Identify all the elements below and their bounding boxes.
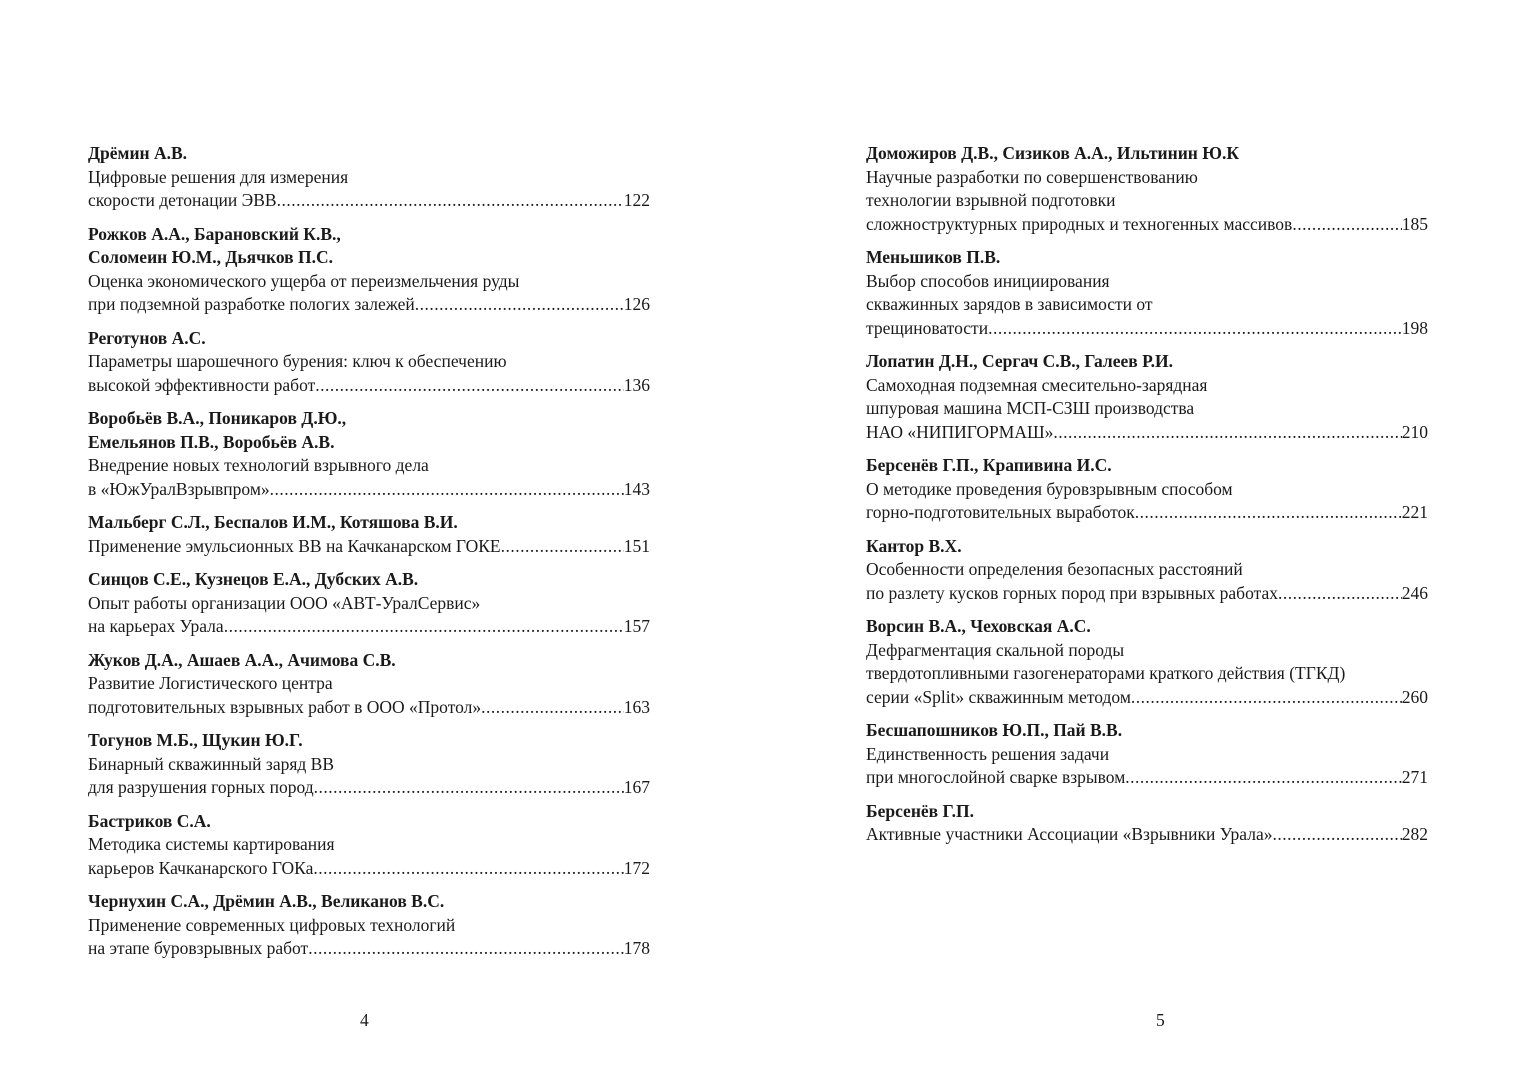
entry-authors: Синцов С.Е., Кузнецов Е.А., Дубских А.В.	[88, 569, 419, 589]
toc-entry	[866, 454, 1428, 525]
toc-entry	[866, 246, 1428, 340]
toc-entry	[866, 142, 1428, 236]
toc-right-column	[866, 142, 1428, 857]
entry-page-number: 246	[1401, 582, 1428, 603]
entry-title-last-line	[88, 478, 650, 502]
toc-entry	[88, 511, 650, 558]
dot-leader	[277, 189, 624, 213]
entry-title-last-line	[88, 696, 650, 720]
entry-title-last-line	[88, 535, 650, 559]
entry-title-line: Активные участники Ассоциации «Взрывники Урала»	[866, 824, 1273, 844]
dot-leader	[314, 776, 624, 800]
entry-title-line: Оценка экономического ущерба от переизмельчения руды	[88, 270, 520, 291]
dot-leader	[224, 615, 624, 639]
entry-page-number: 221	[1401, 502, 1428, 522]
entry-page-number: 122	[623, 190, 650, 210]
entry-title-line: карьеров Качканарского ГОКа	[88, 857, 314, 878]
entry-page-number: 282	[1401, 824, 1428, 844]
entry-title-line: по разлету кусков горных пород при взрывных работах	[866, 582, 1278, 603]
entry-authors: Берсенёв Г.П., Крапивина И.С.	[866, 455, 1112, 475]
entry-page-number: 172	[623, 857, 650, 878]
dot-leader	[1125, 766, 1401, 790]
entry-title-last-line	[866, 317, 1428, 341]
entry-title-line: Цифровые решения для измерения	[88, 166, 349, 187]
entry-title-line: Выбор способов инициирования	[866, 270, 1110, 291]
entry-page-number: 178	[623, 938, 650, 958]
dot-leader	[988, 317, 1402, 341]
entry-title-line: технологии взрывной подготовки	[866, 190, 1116, 210]
entry-title-line: НАО «НИПИГОРМАШ»	[866, 421, 1054, 442]
entry-title-line: при подземной разработке пологих залежей	[88, 294, 415, 314]
entry-title-line: скорости детонации ЭВВ	[88, 190, 277, 210]
entry-page-number: 143	[623, 478, 650, 499]
entry-page-number: 260	[1401, 686, 1428, 707]
toc-entry	[88, 810, 650, 881]
entry-title-line: Единственность решения задачи	[866, 743, 1110, 764]
entry-page-number: 136	[623, 374, 650, 395]
entry-authors: Дрёмин А.В.	[88, 143, 188, 163]
dot-leader	[501, 535, 624, 559]
entry-title-last-line	[88, 615, 650, 639]
entry-authors: Чернухин С.А., Дрёмин А.В., Великанов В.С.	[88, 891, 445, 911]
entry-title-line: Бинарный скважинный заряд ВВ	[88, 753, 335, 774]
dot-leader	[1292, 213, 1401, 237]
entry-authors: Емельянов П.В., Воробьёв А.В.	[88, 431, 335, 452]
toc-entry	[88, 407, 650, 501]
entry-authors: Меньшиков П.В.	[866, 247, 1001, 267]
entry-page-number: 126	[623, 294, 650, 314]
toc-entry	[866, 615, 1428, 709]
entry-authors: Кантор В.Х.	[866, 535, 962, 556]
entry-page-number: 163	[623, 696, 650, 717]
dot-leader	[481, 696, 624, 720]
dot-leader	[1278, 582, 1402, 606]
entry-title-line: Опыт работы организации ООО «АВТ-УралСервис»	[88, 592, 481, 613]
entry-title-line: твердотопливными газогенераторами краткого действия (ТГКД)	[866, 663, 1346, 683]
entry-title-last-line	[866, 766, 1428, 790]
dot-leader	[270, 478, 624, 502]
entry-title-line: Развитие Логистического центра	[88, 673, 333, 693]
dot-leader	[1053, 421, 1401, 445]
page-number-right: 5	[1156, 1010, 1165, 1030]
toc-left-column	[88, 142, 650, 971]
entry-title-line: Самоходная подземная смесительно-зарядная	[866, 374, 1208, 395]
toc-entry	[88, 142, 650, 213]
entry-title-last-line	[88, 374, 650, 398]
entry-title-line: серии «Split» скважинным методом	[866, 686, 1131, 707]
entry-page-number: 185	[1401, 213, 1428, 234]
toc-entry	[88, 729, 650, 800]
entry-title-line: Особенности определения безопасных расстояний	[866, 559, 1243, 579]
entry-title-line: Методика системы картирования	[88, 834, 335, 854]
entry-authors: Рожков А.А., Барановский К.В.,	[88, 223, 341, 244]
entry-authors: Мальберг С.Л., Беспалов И.М., Котяшова В.И.	[88, 512, 458, 532]
dot-leader	[1135, 501, 1402, 525]
toc-entry	[88, 568, 650, 639]
toc-entry	[866, 535, 1428, 606]
entry-title-last-line	[88, 776, 650, 800]
entry-title-line: горно-подготовительных выработок	[866, 502, 1135, 522]
entry-title-line: скважинных зарядов в зависимости от	[866, 294, 1153, 314]
toc-entry	[866, 350, 1428, 444]
entry-title-last-line	[866, 686, 1428, 710]
entry-title-line: высокой эффективности работ	[88, 374, 316, 395]
entry-page-number: 157	[623, 616, 650, 636]
entry-title-last-line	[88, 937, 650, 961]
entry-title-line: в «ЮжУралВзрывпром»	[88, 478, 270, 499]
entry-title-line: Научные разработки по совершенствованию	[866, 166, 1198, 187]
toc-entry	[88, 890, 650, 961]
entry-title-last-line	[866, 582, 1428, 606]
entry-authors: Воробьёв В.А., Поникаров Д.Ю.,	[88, 408, 347, 428]
entry-authors: Тогунов М.Б., Щукин Ю.Г.	[88, 730, 303, 750]
dot-leader	[1131, 686, 1402, 710]
dot-leader	[1272, 823, 1401, 847]
entry-title-last-line	[866, 421, 1428, 445]
entry-page-number: 210	[1401, 421, 1428, 442]
toc-entry	[88, 649, 650, 720]
entry-title-line: для разрушения горных пород	[88, 777, 314, 797]
entry-title-last-line	[88, 857, 650, 881]
entry-title-line: Внедрение новых технологий взрывного дела	[88, 455, 429, 475]
entry-page-number: 151	[623, 535, 650, 556]
entry-authors: Бастриков С.А.	[88, 810, 211, 831]
dot-leader	[415, 293, 624, 317]
entry-title-last-line	[88, 293, 650, 317]
entry-authors: Лопатин Д.Н., Сергач С.В., Галеев Р.И.	[866, 351, 1173, 371]
entry-title-line: при многослойной сварке взрывом	[866, 767, 1126, 787]
dot-leader	[315, 374, 624, 398]
entry-page-number: 271	[1401, 767, 1428, 787]
toc-entry	[88, 223, 650, 317]
entry-title-line: на этапе буровзрывных работ	[88, 938, 309, 958]
entry-authors: Доможиров Д.В., Сизиков А.А., Ильтинин Ю.К	[866, 143, 1240, 163]
entry-title-line: О методике проведения буровзрывным способом	[866, 478, 1233, 499]
entry-authors: Жуков Д.А., Ашаев А.А., Ачимова С.В.	[88, 649, 396, 670]
entry-title-line: сложноструктурных природных и техногенных массивов	[866, 213, 1293, 234]
entry-title-line: Дефрагментация скальной породы	[866, 639, 1125, 660]
dot-leader	[308, 937, 624, 961]
entry-title-line: шпуровая машина МСП-СЗШ производства	[866, 398, 1195, 418]
page-number-left: 4	[360, 1010, 369, 1030]
toc-entry	[866, 719, 1428, 790]
entry-title-line: Параметры шарошечного бурения: ключ к обеспечению	[88, 351, 507, 371]
toc-entry	[88, 327, 650, 398]
toc-entry	[866, 800, 1428, 847]
entry-page-number: 167	[623, 777, 650, 797]
entry-title-last-line	[866, 823, 1428, 847]
entry-authors: Берсенёв Г.П.	[866, 800, 975, 821]
entry-title-line: на карьерах Урала	[88, 616, 224, 636]
entry-title-line: Применение эмульсионных ВВ на Качканарском ГОКЕ	[88, 535, 501, 556]
dot-leader	[313, 857, 623, 881]
entry-title-last-line	[866, 501, 1428, 525]
entry-authors: Соломеин Ю.М., Дьячков П.С.	[88, 247, 333, 267]
entry-title-line: подготовительных взрывных работ в ООО «Протол»	[88, 696, 482, 717]
entry-title-line: трещиноватости	[866, 317, 989, 338]
entry-page-number: 198	[1401, 317, 1428, 338]
entry-title-last-line	[88, 189, 650, 213]
entry-authors: Ворсин В.А., Чеховская А.С.	[866, 616, 1091, 636]
entry-title-line: Применение современных цифровых технологий	[88, 914, 456, 935]
entry-title-last-line	[866, 213, 1428, 237]
entry-authors: Реготунов А.С.	[88, 327, 206, 348]
entry-authors: Бесшапошников Ю.П., Пай В.В.	[866, 720, 1123, 740]
